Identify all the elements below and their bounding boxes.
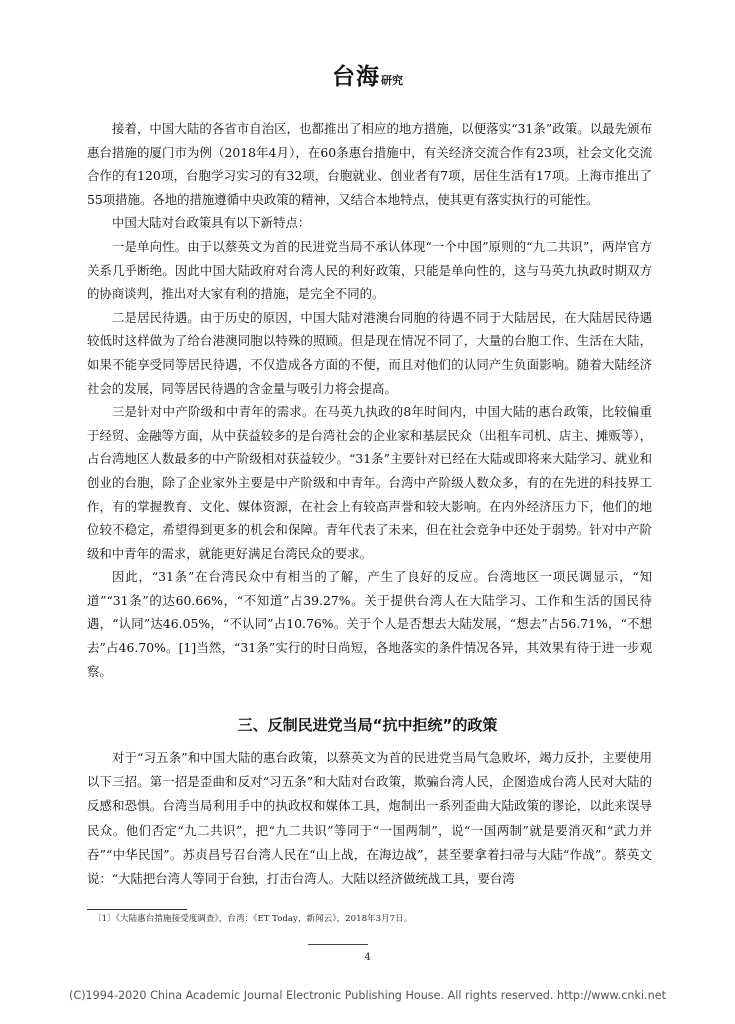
footnote-divider (87, 909, 187, 910)
paragraph: 二是居民待遇。由于历史的原因，中国大陆对港澳台同胞的待遇不同于大陆居民，在大陆居民待遇较低时这样做为了给台港澳同胞以特殊的照顾。但是现在情况不同了，大量的台胞工作、生活在大陆，如果不能享受同等居民待遇，不仅造成各方面的不便，而且对他们的认同产生负面影响。随着大陆经济社会的发展，同等居民待遇的含金量与吸引力将会提高。 (87, 309, 652, 396)
paragraph: 对于“习五条”和中国大陆的惠台政策，以蔡英文为首的民进党当局气急败坏，竭力反扑，主要使用以下三招。第一招是歪曲和反对“习五条”和大陆对台政策，欺骗台湾人民，企图造成台湾人民对大陆的反感和恐惧。台湾当局利用手中的执政权和媒体工具，炮制出一系列歪曲大陆政策的谬论，以此来误导民众。他们否定“九二共识”，把“九二共识”等同于“一国两制”，说“一国两制”就是要消灭和“武力并吞”“中华民国”。苏贞昌号召台湾人民在“山上战，在海边战”，甚至要拿着扫帚与大陆“作战”。蔡英文说：“大陆把台湾人等同于台独，打击台湾人。大陆以经济做统战工具，要台湾 (87, 750, 652, 887)
paragraph: 接着，中国大陆的各省市自治区，也都推出了相应的地方措施，以便落实“31条”政策。以最先颁布惠台措施的厦门市为例（2018年4月），在60条惠台措施中，有关经济交流合作有23项，社会文化交流合作的有120项，台胞学习实习的有32项，台胞就业、创业者有7项，居住生活有17项。上海市推出了55项措施。各地的措施遵循中央政策的精神，又结合本地特点，使其更有落实执行的可能性。 (87, 121, 652, 207)
journal-logo-main: 台海 (332, 63, 380, 90)
page-number: 4 (364, 952, 371, 963)
footnote: 〔1〕《大陆惠台措施接受度调查》，台湾：《ET Today，新闻云》，2018年3月7日。 (93, 914, 413, 924)
copyright-notice: (C)1994-2020 China Academic Journal Electronic Publishing House. All rights reserved. http://www.cnki.net (69, 989, 666, 1002)
paragraph: 三是针对中产阶级和中青年的需求。在马英九执政的8年时间内，中国大陆的惠台政策，比较偏重于经贸、金融等方面，从中获益较多的是台湾社会的企业家和基层民众（出租车司机、店主、摊贩等），占台湾地区人数最多的中产阶级相对获益较少。“31条”主要针对已经在大陆或即将来大陆学习、就业和创业的台胞，除了企业家外主要是中产阶级和中青年。台湾中产阶级人数众多，有的在先进的科技界工作，有的掌握教育、文化、媒体资源，在社会上有较高声誉和较大影响。在内外经济压力下，他们的地位较不稳定，希望得到更多的机会和保障。青年代表了未来，但在社会竞争中还处于弱势。针对中产阶级和中青年的需求，就能更好满足台湾民众的要求。 (87, 404, 652, 561)
paragraph: 中国大陆对台政策具有以下新特点： (112, 215, 311, 231)
article-body-continued (87, 746, 652, 891)
paragraph: 一是单向性。由于以蔡英文为首的民进党当局不承认体现“一个中国”原则的“九二共识”，两岸官方关系几乎断绝。因此中国大陆政府对台湾人民的利好政策，只能是单向性的，这与马英九执政时期双方的协商谈判，推出对大家有利的措施，是完全不同的。 (87, 238, 652, 302)
page-number-divider (308, 944, 368, 945)
paragraph: 因此，“31条”在台湾民众中有相当的了解，产生了良好的反应。台湾地区一项民调显示，“知道”“31条”的达60.66%，“不知道”占39.27%。关于提供台湾人在大陆学习、工作和生活的国民待遇，“认同”达46.05%，“不认同”占10.76%。关于个人是否想去大陆发展，“想去”占56.71%，“不想去”占46.70%。[1]当然，“31条”实行的时日尚短，各地落实的条件情况各异，其效果有待于进一步观察。 (87, 569, 652, 679)
journal-logo (332, 62, 403, 96)
journal-header (0, 62, 735, 92)
section-heading: 三、反制民进党当局“抗中拒统”的政策 (237, 716, 498, 734)
article-body (87, 117, 652, 683)
journal-logo-small: 研究 (381, 74, 403, 87)
